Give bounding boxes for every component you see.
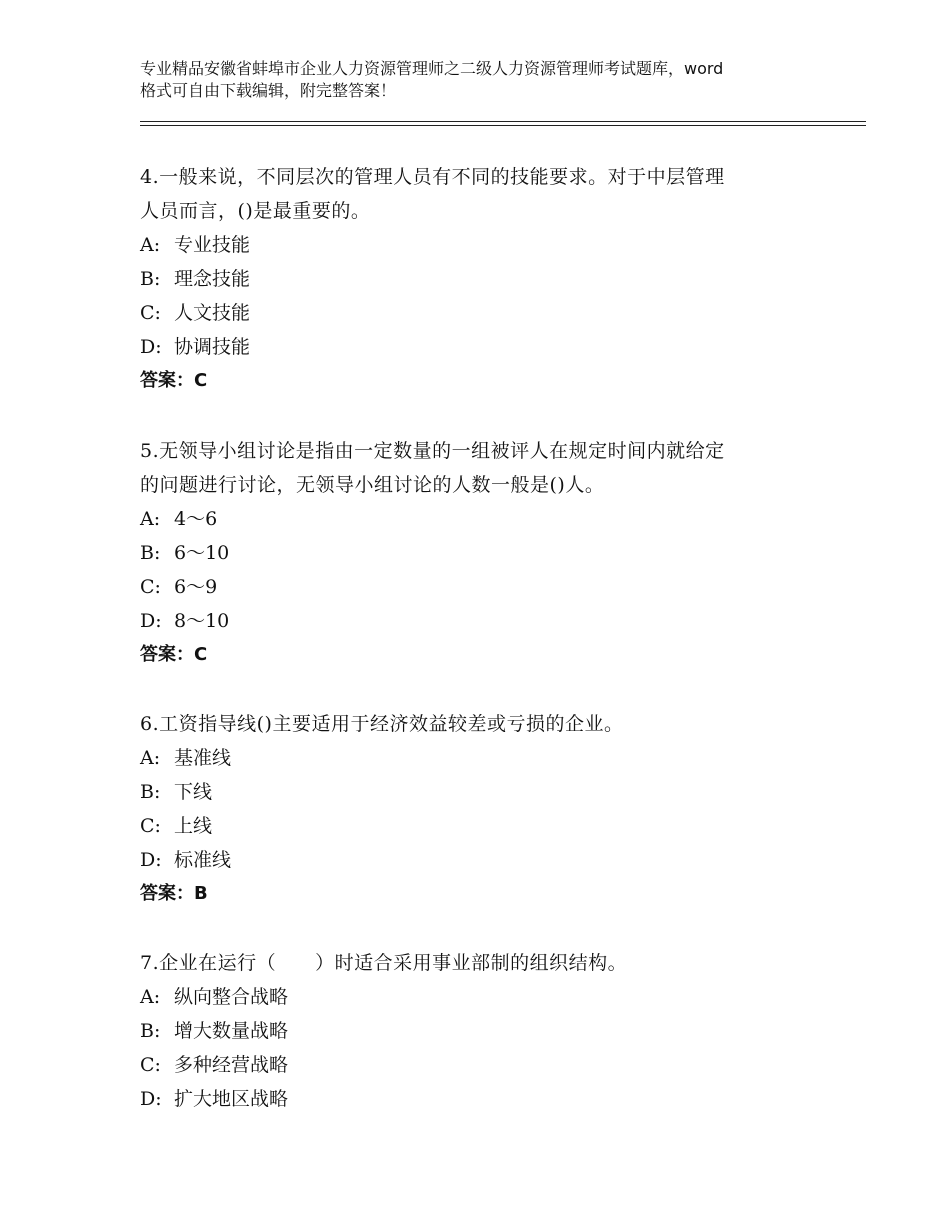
- option-letter: A:: [140, 747, 161, 769]
- option-text: 下线: [174, 781, 213, 803]
- option-b: [140, 262, 820, 296]
- option-b: [140, 1014, 820, 1048]
- stem-line: 的问题进行讨论，无领导小组讨论的人数一般是()人。: [140, 474, 605, 496]
- option-text: 理念技能: [174, 268, 251, 290]
- option-letter: C:: [140, 576, 161, 598]
- option-letter: B:: [140, 268, 161, 290]
- option-text: 标准线: [174, 849, 232, 871]
- option-text: 基准线: [174, 747, 232, 769]
- option-text: 多种经营战略: [174, 1054, 289, 1076]
- question-stem: [140, 707, 820, 741]
- stem-line: 4.一般来说，不同层次的管理人员有不同的技能要求。对于中层管理: [140, 166, 725, 188]
- stem-line: 7.企业在运行（ ）时适合采用事业部制的组织结构。: [140, 952, 628, 974]
- option-letter: D:: [140, 849, 162, 871]
- option-letter: D:: [140, 336, 162, 358]
- header-line-1: 专业精品安徽省蚌埠市企业人力资源管理师之二级人力资源管理师考试题库，word: [140, 59, 724, 78]
- option-c: [140, 809, 820, 843]
- option-c: [140, 570, 820, 604]
- question-6: [140, 707, 820, 911]
- option-text: 扩大地区战略: [174, 1088, 289, 1110]
- option-text: 8～10: [174, 610, 230, 632]
- option-letter: C:: [140, 815, 161, 837]
- option-text: 专业技能: [174, 234, 251, 256]
- answer-line: 答案：C: [140, 644, 208, 665]
- question-stem: [140, 160, 820, 228]
- header-divider-bottom: [140, 125, 866, 126]
- option-letter: C:: [140, 302, 161, 324]
- option-letter: A:: [140, 986, 161, 1008]
- question-stem: [140, 946, 820, 980]
- option-a: [140, 980, 820, 1014]
- option-text: 协调技能: [174, 336, 251, 358]
- option-letter: A:: [140, 234, 161, 256]
- option-text: 6～9: [174, 576, 218, 598]
- option-letter: D:: [140, 1088, 162, 1110]
- stem-line: 人员而言，()是最重要的。: [140, 200, 371, 222]
- stem-line: 5.无领导小组讨论是指由一定数量的一组被评人在规定时间内就给定: [140, 440, 725, 462]
- stem-line: 6.工资指导线()主要适用于经济效益较差或亏损的企业。: [140, 713, 624, 735]
- option-letter: B:: [140, 1020, 161, 1042]
- option-letter: A:: [140, 508, 161, 530]
- option-text: 上线: [174, 815, 213, 837]
- option-text: 4～6: [174, 508, 218, 530]
- header-divider-top: [140, 121, 866, 122]
- option-a: [140, 502, 820, 536]
- question-5: [140, 434, 820, 672]
- option-c: [140, 296, 820, 330]
- option-c: [140, 1048, 820, 1082]
- option-d: [140, 843, 820, 877]
- answer-line: 答案：B: [140, 883, 208, 904]
- option-text: 人文技能: [174, 302, 251, 324]
- option-b: [140, 536, 820, 570]
- header-line-2: 格式可自由下载编辑，附完整答案！: [140, 81, 397, 100]
- option-text: 增大数量战略: [174, 1020, 289, 1042]
- option-a: [140, 741, 820, 775]
- option-b: [140, 775, 820, 809]
- question-4: [140, 160, 820, 398]
- document-header: [140, 58, 830, 102]
- option-letter: D:: [140, 610, 162, 632]
- answer-line: 答案：C: [140, 370, 208, 391]
- option-text: 纵向整合战略: [174, 986, 289, 1008]
- option-text: 6～10: [174, 542, 230, 564]
- option-d: [140, 1082, 820, 1116]
- option-letter: C:: [140, 1054, 161, 1076]
- question-7: [140, 946, 820, 1116]
- option-a: [140, 228, 820, 262]
- option-letter: B:: [140, 781, 161, 803]
- question-stem: [140, 434, 820, 502]
- option-d: [140, 604, 820, 638]
- option-d: [140, 330, 820, 364]
- option-letter: B:: [140, 542, 161, 564]
